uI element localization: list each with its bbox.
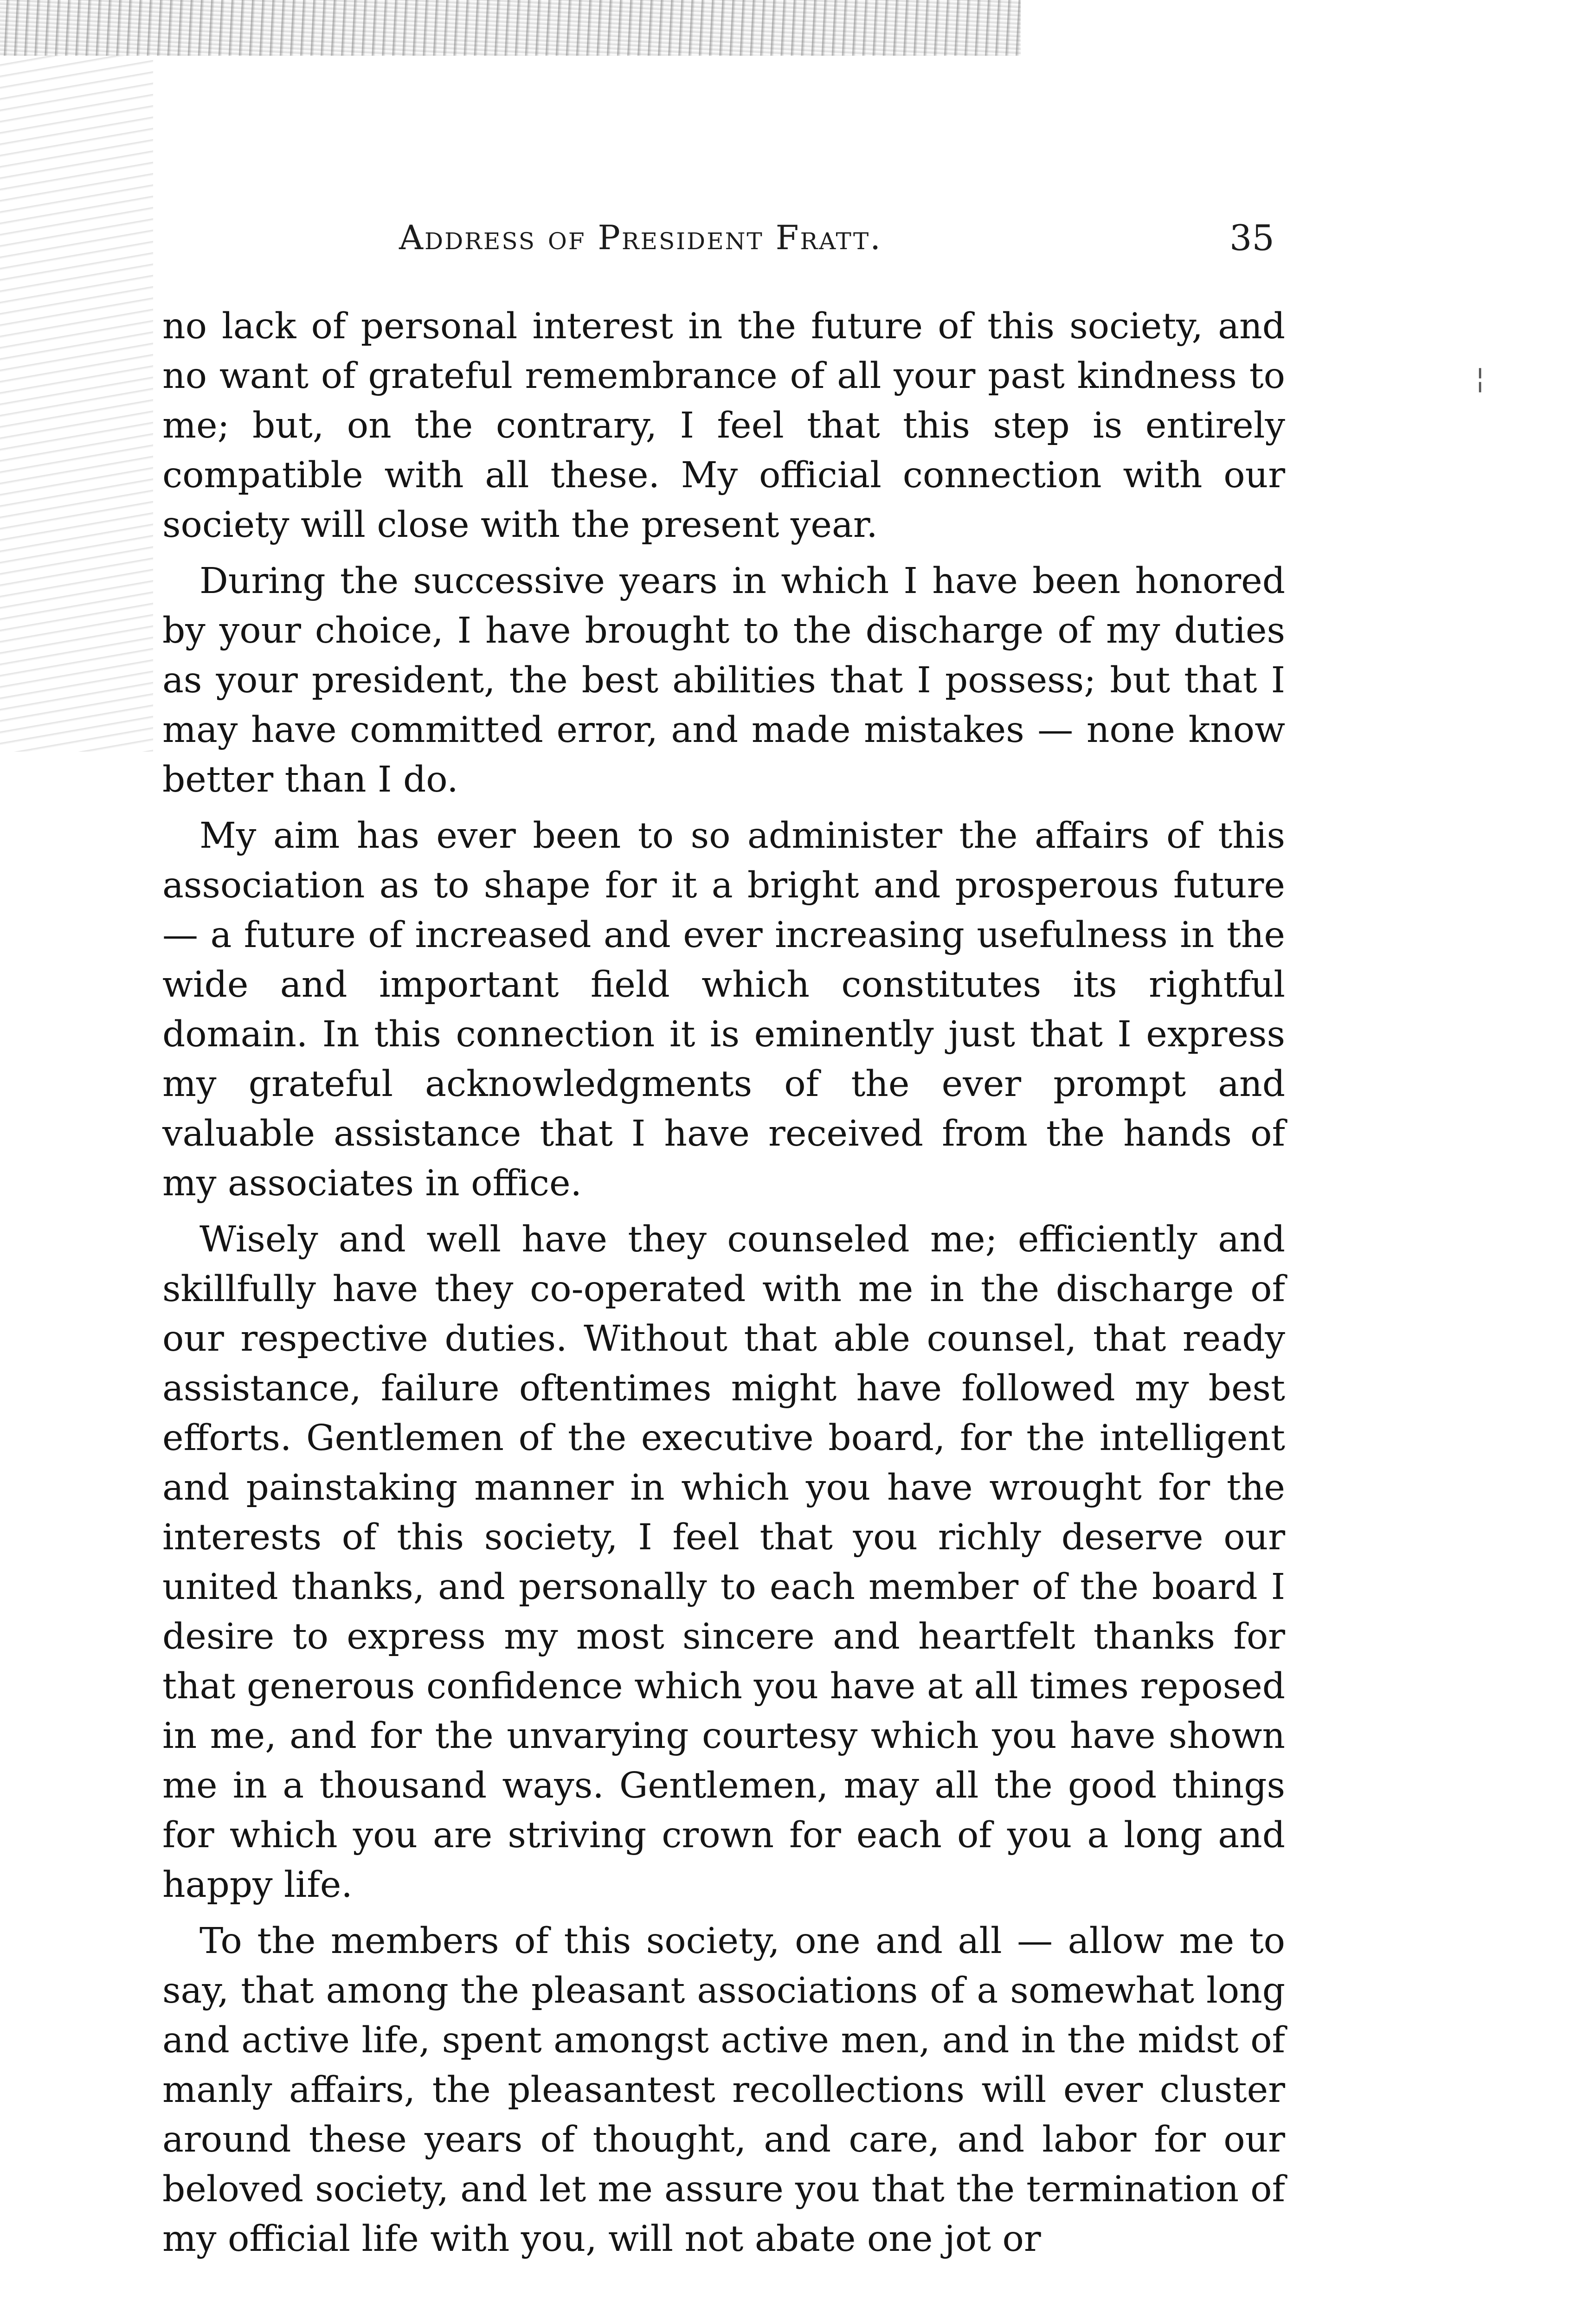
paragraph-3: My aim has ever been to so administer the affairs of this association as to shape for it a bright and prosperous future — a future of increased and ever increasing usefulness in the wide and important field which constitutes its rightful domain. In this connection it is eminently just that I express my grateful acknowledgments of the ever prompt and valuable assistance that I have received from the hands of my associates in office. <box>162 815 1285 1204</box>
page-number: 35 <box>1229 217 1274 258</box>
running-head: Address of President Fratt. <box>399 218 882 257</box>
paragraph-1: no lack of personal interest in the future of this society, and no want of grateful remembrance of all your past kindness to me; but, on the contrary, I feel that this step is entirely compatible with all these. My official connection with our society will close with the present year. <box>162 306 1285 546</box>
marginal-mark: ¦ <box>1475 362 1485 394</box>
paragraph-5: To the members of this society, one and all — allow me to say, that among the pleasant associations of a somewhat long and active life, spent amongst active men, and in the midst of manly affairs, the pleasantest recollections will ever cluster around these years of thought, and care, and labor for our beloved society, and let me assure you that the termination of my official life with you, will not abate one jot or <box>162 1920 1285 2260</box>
body-text <box>162 302 1285 2264</box>
paragraph-2: During the successive years in which I have been honored by your choice, I have brought to the discharge of my duties as your president, the best abilities that I possess; but that I may have committed error, and made mistakes — none know better than I do. <box>162 561 1285 800</box>
paragraph-4: Wisely and well have they counseled me; efficiently and skillfully have they co-operated with me in the discharge of our respective duties. Without that able counsel, that ready assistance, failure oftentimes might have followed my best efforts. Gentlemen of the executive board, for the intelligent and painstaking manner in which you have wrought for the interests of this society, I feel that you richly deserve our united thanks, and personally to each member of the board I desire to express my most sincere and heartfelt thanks for that generous confidence which you have at all times reposed in me, and for the unvarying courtesy which you have shown me in a thousand ways. Gentlemen, may all the good things for which you are striving crown for each of you a long and happy life. <box>162 1219 1285 1906</box>
scan-noise-left <box>0 56 153 752</box>
scan-noise-top <box>0 0 1021 56</box>
